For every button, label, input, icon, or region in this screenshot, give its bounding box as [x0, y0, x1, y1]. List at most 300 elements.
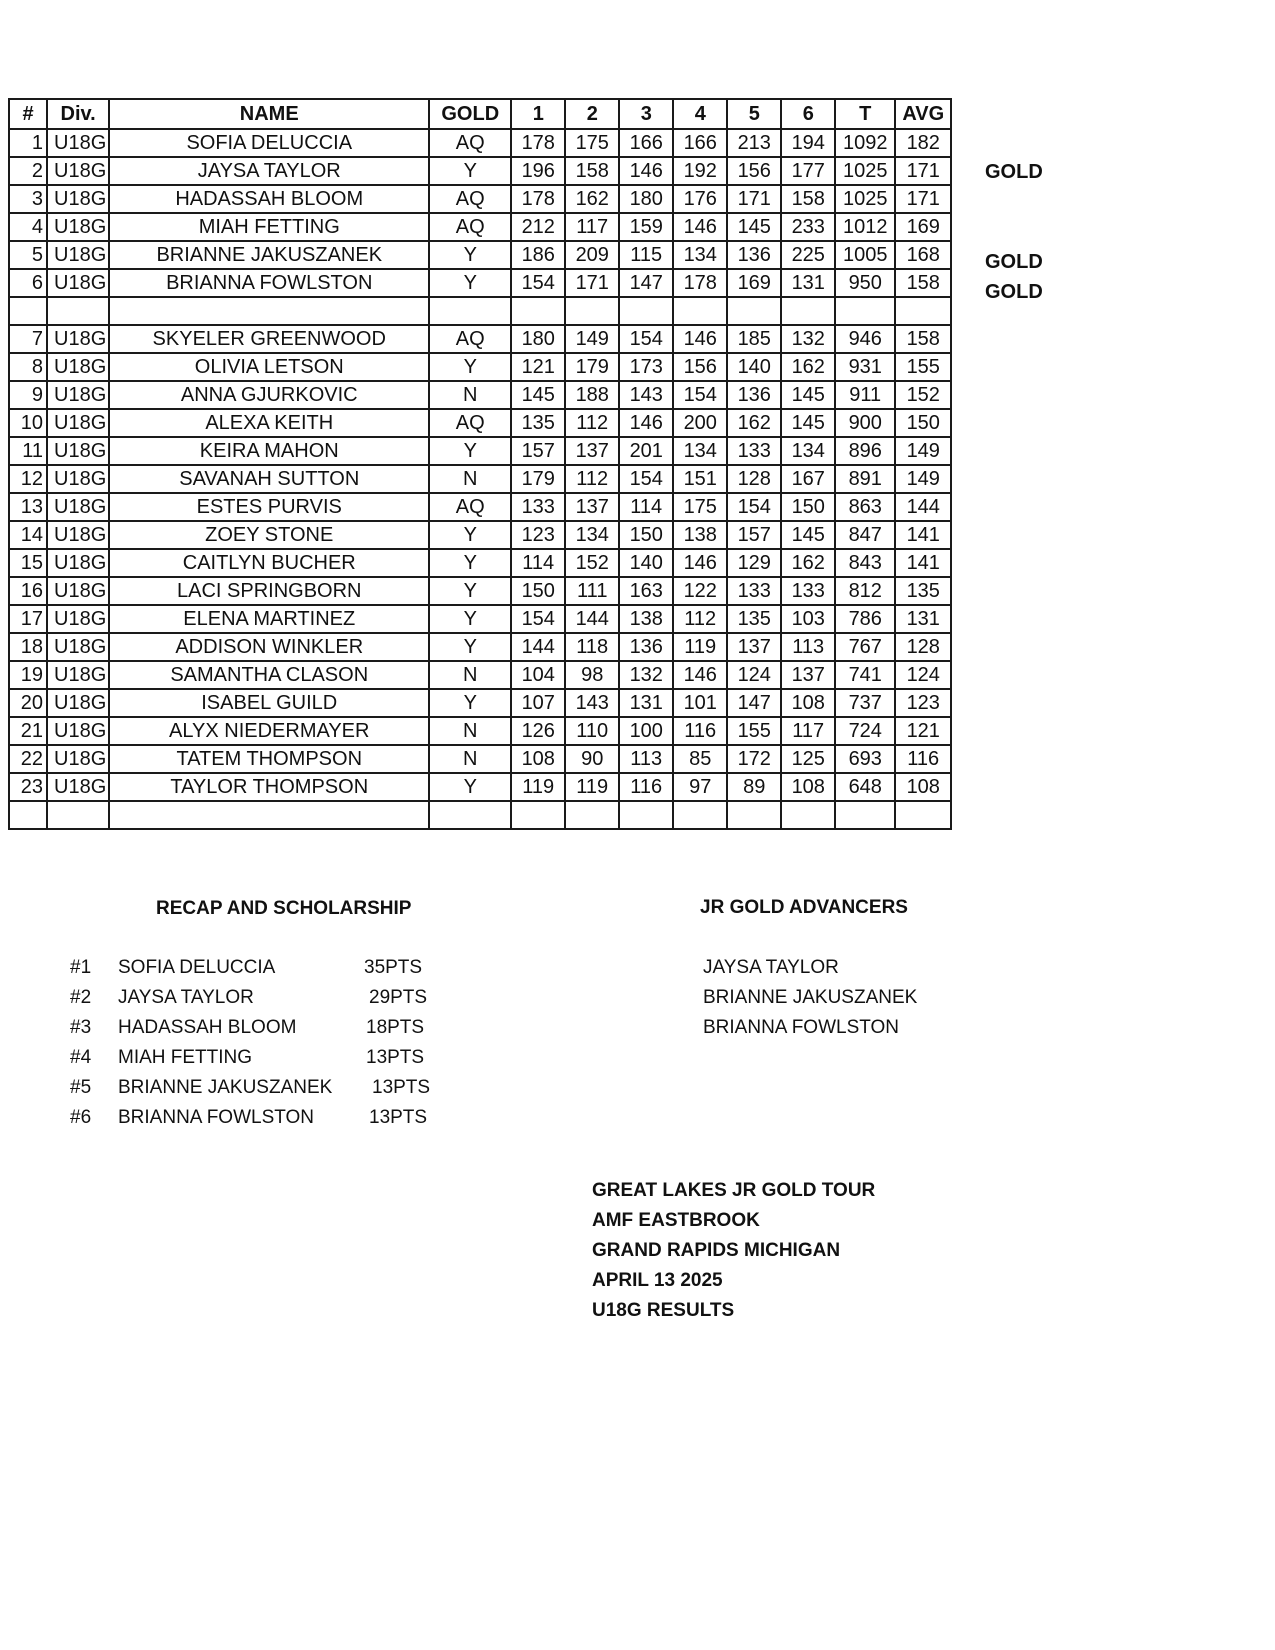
- cell-g1: 133: [511, 493, 565, 521]
- table-body: [9, 129, 951, 829]
- cell-num: 21: [9, 717, 47, 745]
- cell-avg: 182: [895, 129, 951, 157]
- cell-g5: 89: [727, 773, 781, 801]
- cell-num: 19: [9, 661, 47, 689]
- column-header: 4: [673, 99, 727, 129]
- cell-g6: 158: [781, 185, 835, 213]
- advancer-name: JAYSA TAYLOR: [703, 957, 839, 978]
- cell-g6: 117: [781, 717, 835, 745]
- cell-gold: Y: [429, 549, 511, 577]
- cell-g5: 124: [727, 661, 781, 689]
- cell-g6: 145: [781, 409, 835, 437]
- cell-g5: 145: [727, 213, 781, 241]
- table-row: [9, 577, 951, 605]
- cell-g6: 162: [781, 549, 835, 577]
- cell-g3: 140: [619, 549, 673, 577]
- cell-num: 15: [9, 549, 47, 577]
- cell-total: 1025: [835, 185, 895, 213]
- cell-g1: 126: [511, 717, 565, 745]
- table-row: [9, 157, 951, 185]
- cell-total: 737: [835, 689, 895, 717]
- cell-total: [835, 801, 895, 829]
- advancer-name: BRIANNA FOWLSTON: [703, 1017, 900, 1038]
- table-row: [9, 409, 951, 437]
- cell-avg: 128: [895, 633, 951, 661]
- cell-g6: 131: [781, 269, 835, 297]
- cell-g3: [619, 801, 673, 829]
- cell-name: ALYX NIEDERMAYER: [109, 717, 429, 745]
- cell-avg: 135: [895, 577, 951, 605]
- cell-g1: 121: [511, 353, 565, 381]
- event-info-line: U18G RESULTS: [592, 1300, 735, 1321]
- cell-g2: 134: [565, 521, 619, 549]
- cell-g5: 154: [727, 493, 781, 521]
- cell-g4: 192: [673, 157, 727, 185]
- cell-total: 1012: [835, 213, 895, 241]
- cell-total: 648: [835, 773, 895, 801]
- cell-g6: 103: [781, 605, 835, 633]
- cell-name: TATEM THOMPSON: [109, 745, 429, 773]
- event-info-line: AMF EASTBROOK: [592, 1210, 760, 1231]
- cell-gold: Y: [429, 605, 511, 633]
- cell-g5: 172: [727, 745, 781, 773]
- cell-g6: 108: [781, 773, 835, 801]
- cell-gold: Y: [429, 269, 511, 297]
- cell-g6: 177: [781, 157, 835, 185]
- cell-div: U18G: [47, 269, 109, 297]
- cell-g5: 133: [727, 437, 781, 465]
- cell-gold: Y: [429, 241, 511, 269]
- table-row: [9, 773, 951, 801]
- cell-g5: 128: [727, 465, 781, 493]
- cell-gold: [429, 297, 511, 325]
- table-row: [9, 381, 951, 409]
- cell-gold: AQ: [429, 185, 511, 213]
- cell-gold: N: [429, 661, 511, 689]
- event-info-line: GRAND RAPIDS MICHIGAN: [592, 1240, 841, 1261]
- cell-total: 950: [835, 269, 895, 297]
- cell-div: U18G: [47, 633, 109, 661]
- cell-g4: 116: [673, 717, 727, 745]
- cell-name: LACI SPRINGBORN: [109, 577, 429, 605]
- cell-g2: 110: [565, 717, 619, 745]
- cell-gold: Y: [429, 689, 511, 717]
- cell-g3: 146: [619, 157, 673, 185]
- cell-g4: 166: [673, 129, 727, 157]
- table-row: [9, 241, 951, 269]
- cell-name: ZOEY STONE: [109, 521, 429, 549]
- cell-g3: 132: [619, 661, 673, 689]
- cell-g1: 107: [511, 689, 565, 717]
- table-row: [9, 185, 951, 213]
- column-header: 5: [727, 99, 781, 129]
- cell-name: SAVANAH SUTTON: [109, 465, 429, 493]
- event-info-line: APRIL 13 2025: [592, 1270, 723, 1291]
- cell-div: [47, 801, 109, 829]
- cell-num: 5: [9, 241, 47, 269]
- cell-g3: 143: [619, 381, 673, 409]
- cell-g6: 137: [781, 661, 835, 689]
- cell-gold: AQ: [429, 129, 511, 157]
- table-row: [9, 129, 951, 157]
- cell-g4: 122: [673, 577, 727, 605]
- cell-g6: 233: [781, 213, 835, 241]
- table-row: [9, 213, 951, 241]
- cell-g4: 146: [673, 549, 727, 577]
- column-header: Div.: [47, 99, 109, 129]
- cell-gold: N: [429, 745, 511, 773]
- column-header: 3: [619, 99, 673, 129]
- cell-avg: 152: [895, 381, 951, 409]
- cell-num: 11: [9, 437, 47, 465]
- cell-div: U18G: [47, 129, 109, 157]
- cell-num: 22: [9, 745, 47, 773]
- column-header: 2: [565, 99, 619, 129]
- cell-g2: 98: [565, 661, 619, 689]
- cell-g5: 155: [727, 717, 781, 745]
- cell-div: U18G: [47, 157, 109, 185]
- cell-g6: 162: [781, 353, 835, 381]
- cell-g5: 157: [727, 521, 781, 549]
- cell-gold: Y: [429, 773, 511, 801]
- cell-g3: 163: [619, 577, 673, 605]
- cell-g4: 146: [673, 213, 727, 241]
- cell-g3: 115: [619, 241, 673, 269]
- cell-div: U18G: [47, 437, 109, 465]
- cell-name: CAITLYN BUCHER: [109, 549, 429, 577]
- table-row: [9, 661, 951, 689]
- cell-name: ANNA GJURKOVIC: [109, 381, 429, 409]
- cell-div: U18G: [47, 325, 109, 353]
- cell-div: U18G: [47, 549, 109, 577]
- cell-g3: 166: [619, 129, 673, 157]
- cell-num: 6: [9, 269, 47, 297]
- cell-g1: 108: [511, 745, 565, 773]
- cell-div: U18G: [47, 213, 109, 241]
- cell-num: 16: [9, 577, 47, 605]
- advancer-name: BRIANNE JAKUSZANEK: [703, 987, 918, 1008]
- cell-num: 8: [9, 353, 47, 381]
- cell-num: 17: [9, 605, 47, 633]
- cell-name: HADASSAH BLOOM: [109, 185, 429, 213]
- cell-g3: 146: [619, 409, 673, 437]
- cell-name: TAYLOR THOMPSON: [109, 773, 429, 801]
- gold-advance-label: GOLD: [985, 281, 1043, 303]
- cell-g5: 162: [727, 409, 781, 437]
- results-table: [8, 98, 952, 830]
- cell-g3: 138: [619, 605, 673, 633]
- cell-g1: 145: [511, 381, 565, 409]
- cell-div: U18G: [47, 717, 109, 745]
- cell-g5: 133: [727, 577, 781, 605]
- cell-g3: 180: [619, 185, 673, 213]
- cell-total: 843: [835, 549, 895, 577]
- cell-g5: 156: [727, 157, 781, 185]
- table-row: [9, 269, 951, 297]
- cell-g4: 156: [673, 353, 727, 381]
- cell-g4: 146: [673, 325, 727, 353]
- cell-g2: 152: [565, 549, 619, 577]
- cell-g3: 154: [619, 465, 673, 493]
- cell-avg: [895, 801, 951, 829]
- cell-g1: 186: [511, 241, 565, 269]
- cell-total: 1025: [835, 157, 895, 185]
- cell-g2: 158: [565, 157, 619, 185]
- column-header: 6: [781, 99, 835, 129]
- cell-num: 4: [9, 213, 47, 241]
- cell-g3: 114: [619, 493, 673, 521]
- cell-g4: 97: [673, 773, 727, 801]
- cell-g5: 137: [727, 633, 781, 661]
- cell-g1: 104: [511, 661, 565, 689]
- recap-rank: #3: [70, 1017, 92, 1038]
- cell-g6: 225: [781, 241, 835, 269]
- recap-title: RECAP AND SCHOLARSHIP: [156, 898, 412, 919]
- cell-g6: 132: [781, 325, 835, 353]
- cell-g1: 150: [511, 577, 565, 605]
- cell-avg: 141: [895, 549, 951, 577]
- cell-gold: [429, 801, 511, 829]
- cell-total: 946: [835, 325, 895, 353]
- cell-g4: 134: [673, 437, 727, 465]
- cell-g4: 101: [673, 689, 727, 717]
- cell-num: [9, 801, 47, 829]
- cell-name: [109, 297, 429, 325]
- cell-g4: 175: [673, 493, 727, 521]
- recap-name: HADASSAH BLOOM: [118, 1017, 297, 1038]
- cell-g3: 150: [619, 521, 673, 549]
- cell-avg: 108: [895, 773, 951, 801]
- cell-g1: 179: [511, 465, 565, 493]
- cell-total: 786: [835, 605, 895, 633]
- cell-g4: 176: [673, 185, 727, 213]
- cell-g3: 136: [619, 633, 673, 661]
- recap-name: BRIANNE JAKUSZANEK: [118, 1077, 333, 1098]
- cell-div: U18G: [47, 465, 109, 493]
- cell-g2: 143: [565, 689, 619, 717]
- cell-g6: 134: [781, 437, 835, 465]
- cell-avg: 168: [895, 241, 951, 269]
- cell-name: SAMANTHA CLASON: [109, 661, 429, 689]
- recap-rank: #6: [70, 1107, 92, 1128]
- cell-div: U18G: [47, 493, 109, 521]
- cell-name: OLIVIA LETSON: [109, 353, 429, 381]
- cell-gold: Y: [429, 437, 511, 465]
- cell-avg: 123: [895, 689, 951, 717]
- cell-total: 847: [835, 521, 895, 549]
- table-row: [9, 353, 951, 381]
- cell-avg: 144: [895, 493, 951, 521]
- cell-div: U18G: [47, 185, 109, 213]
- table-row: [9, 297, 951, 325]
- cell-g6: 113: [781, 633, 835, 661]
- cell-g4: [673, 801, 727, 829]
- cell-g6: 150: [781, 493, 835, 521]
- cell-total: 812: [835, 577, 895, 605]
- cell-g6: 194: [781, 129, 835, 157]
- cell-gold: Y: [429, 157, 511, 185]
- cell-total: 911: [835, 381, 895, 409]
- cell-g5: 213: [727, 129, 781, 157]
- cell-avg: 124: [895, 661, 951, 689]
- cell-name: ADDISON WINKLER: [109, 633, 429, 661]
- cell-g3: 154: [619, 325, 673, 353]
- table-row: [9, 717, 951, 745]
- gold-advance-label: GOLD: [985, 251, 1043, 273]
- cell-g5: 135: [727, 605, 781, 633]
- cell-g1: 178: [511, 185, 565, 213]
- cell-g4: 138: [673, 521, 727, 549]
- cell-name: MIAH FETTING: [109, 213, 429, 241]
- cell-g2: [565, 801, 619, 829]
- table-row: [9, 801, 951, 829]
- cell-g5: 136: [727, 381, 781, 409]
- cell-g4: [673, 297, 727, 325]
- cell-g1: 180: [511, 325, 565, 353]
- cell-g6: [781, 297, 835, 325]
- cell-g3: 159: [619, 213, 673, 241]
- cell-gold: Y: [429, 521, 511, 549]
- cell-g1: 212: [511, 213, 565, 241]
- advancers-title: JR GOLD ADVANCERS: [700, 897, 908, 918]
- cell-avg: 149: [895, 437, 951, 465]
- cell-g1: 123: [511, 521, 565, 549]
- cell-name: ELENA MARTINEZ: [109, 605, 429, 633]
- cell-div: U18G: [47, 773, 109, 801]
- cell-g3: 113: [619, 745, 673, 773]
- cell-g1: 154: [511, 605, 565, 633]
- cell-total: 767: [835, 633, 895, 661]
- cell-g6: 125: [781, 745, 835, 773]
- cell-num: 18: [9, 633, 47, 661]
- cell-g1: 196: [511, 157, 565, 185]
- cell-g2: 149: [565, 325, 619, 353]
- cell-avg: 171: [895, 157, 951, 185]
- recap-points: 13PTS: [369, 1107, 428, 1128]
- cell-avg: 171: [895, 185, 951, 213]
- cell-name: ALEXA KEITH: [109, 409, 429, 437]
- cell-g2: 179: [565, 353, 619, 381]
- cell-avg: 131: [895, 605, 951, 633]
- cell-g3: 147: [619, 269, 673, 297]
- cell-g2: 111: [565, 577, 619, 605]
- table-row: [9, 437, 951, 465]
- cell-g1: 114: [511, 549, 565, 577]
- event-info-line: GREAT LAKES JR GOLD TOUR: [592, 1180, 876, 1201]
- recap-rank: #2: [70, 987, 92, 1008]
- table-row: [9, 745, 951, 773]
- cell-g2: 112: [565, 465, 619, 493]
- cell-g1: 135: [511, 409, 565, 437]
- cell-avg: 141: [895, 521, 951, 549]
- cell-name: SKYELER GREENWOOD: [109, 325, 429, 353]
- cell-g1: 154: [511, 269, 565, 297]
- cell-g3: 116: [619, 773, 673, 801]
- cell-num: [9, 297, 47, 325]
- cell-total: 891: [835, 465, 895, 493]
- cell-gold: AQ: [429, 325, 511, 353]
- column-header: #: [9, 99, 47, 129]
- cell-name: JAYSA TAYLOR: [109, 157, 429, 185]
- cell-g5: 171: [727, 185, 781, 213]
- cell-total: 863: [835, 493, 895, 521]
- cell-g3: 201: [619, 437, 673, 465]
- cell-g1: 119: [511, 773, 565, 801]
- cell-g5: [727, 801, 781, 829]
- table-row: [9, 325, 951, 353]
- cell-name: BRIANNE JAKUSZANEK: [109, 241, 429, 269]
- cell-g2: [565, 297, 619, 325]
- cell-num: 7: [9, 325, 47, 353]
- table-row: [9, 465, 951, 493]
- cell-g2: 175: [565, 129, 619, 157]
- cell-g6: 145: [781, 381, 835, 409]
- cell-gold: Y: [429, 633, 511, 661]
- cell-avg: 155: [895, 353, 951, 381]
- recap-points: 13PTS: [366, 1047, 425, 1068]
- cell-name: [109, 801, 429, 829]
- cell-g5: 140: [727, 353, 781, 381]
- recap-rank: #1: [70, 957, 92, 978]
- cell-gold: N: [429, 717, 511, 745]
- cell-name: ISABEL GUILD: [109, 689, 429, 717]
- cell-g5: [727, 297, 781, 325]
- column-header: NAME: [109, 99, 429, 129]
- cell-g6: 145: [781, 521, 835, 549]
- cell-name: KEIRA MAHON: [109, 437, 429, 465]
- cell-g2: 119: [565, 773, 619, 801]
- cell-g2: 117: [565, 213, 619, 241]
- cell-avg: [895, 297, 951, 325]
- recap-points: 35PTS: [364, 957, 423, 978]
- cell-g6: 133: [781, 577, 835, 605]
- cell-num: 14: [9, 521, 47, 549]
- cell-total: [835, 297, 895, 325]
- cell-g3: 100: [619, 717, 673, 745]
- cell-g3: [619, 297, 673, 325]
- cell-total: 900: [835, 409, 895, 437]
- cell-g2: 137: [565, 493, 619, 521]
- cell-gold: Y: [429, 353, 511, 381]
- cell-total: 896: [835, 437, 895, 465]
- cell-gold: AQ: [429, 493, 511, 521]
- cell-g5: 185: [727, 325, 781, 353]
- cell-g1: [511, 801, 565, 829]
- cell-name: SOFIA DELUCCIA: [109, 129, 429, 157]
- cell-g1: 157: [511, 437, 565, 465]
- cell-g4: 119: [673, 633, 727, 661]
- cell-g1: [511, 297, 565, 325]
- cell-num: 3: [9, 185, 47, 213]
- cell-g3: 131: [619, 689, 673, 717]
- cell-gold: Y: [429, 577, 511, 605]
- cell-g4: 151: [673, 465, 727, 493]
- cell-div: U18G: [47, 381, 109, 409]
- recap-name: BRIANNA FOWLSTON: [118, 1107, 315, 1128]
- cell-avg: 169: [895, 213, 951, 241]
- table-row: [9, 633, 951, 661]
- recap-points: 29PTS: [369, 987, 428, 1008]
- cell-num: 23: [9, 773, 47, 801]
- cell-g5: 147: [727, 689, 781, 717]
- cell-div: U18G: [47, 605, 109, 633]
- cell-gold: N: [429, 465, 511, 493]
- cell-g4: 134: [673, 241, 727, 269]
- cell-div: U18G: [47, 661, 109, 689]
- cell-g2: 112: [565, 409, 619, 437]
- cell-div: U18G: [47, 353, 109, 381]
- table-row: [9, 521, 951, 549]
